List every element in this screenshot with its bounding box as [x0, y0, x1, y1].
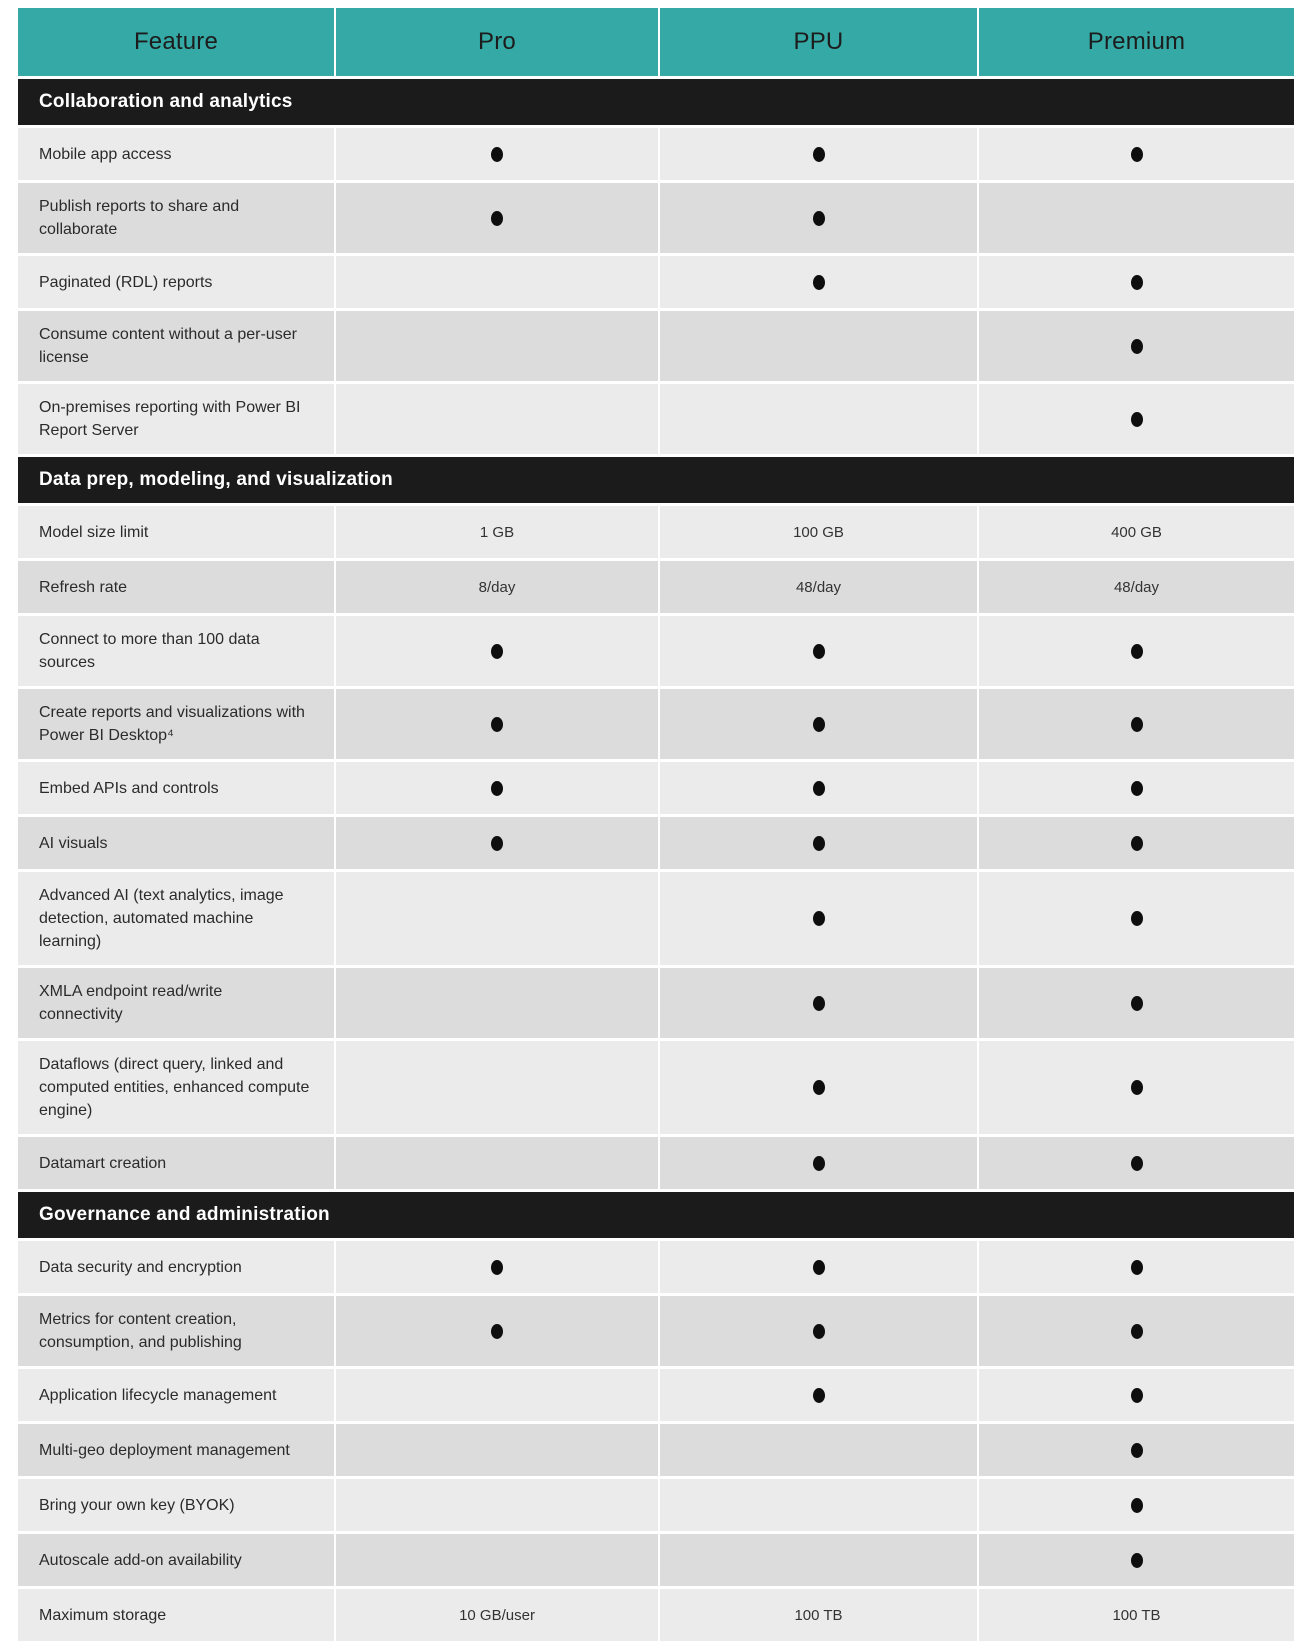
value-text: 10 GB/user — [336, 1589, 658, 1641]
value-cell-empty — [336, 1534, 658, 1586]
included-dot-icon — [1131, 996, 1143, 1011]
value-cell — [336, 1241, 658, 1293]
value-text: 400 GB — [979, 506, 1294, 558]
value-cell-empty — [336, 968, 658, 1038]
value-cell — [979, 384, 1294, 454]
included-dot-icon — [813, 717, 825, 732]
included-dot-icon — [491, 644, 503, 659]
table-row — [18, 1241, 1294, 1293]
included-dot-icon — [1131, 836, 1143, 851]
value-cell — [336, 817, 658, 869]
feature-label: Model size limit — [18, 506, 334, 558]
value-cell — [660, 256, 977, 308]
value-cell — [660, 968, 977, 1038]
included-dot-icon — [813, 147, 825, 162]
included-dot-icon — [813, 996, 825, 1011]
feature-label: On-premises reporting with Power BI Report Server — [18, 384, 334, 454]
included-dot-icon — [813, 1080, 825, 1095]
value-cell — [660, 762, 977, 814]
included-dot-icon — [491, 717, 503, 732]
value-cell-empty — [336, 256, 658, 308]
value-cell-empty — [660, 1424, 977, 1476]
table-row — [18, 762, 1294, 814]
value-cell — [979, 1534, 1294, 1586]
feature-comparison-table — [18, 8, 1294, 1641]
feature-label: Paginated (RDL) reports — [18, 256, 334, 308]
value-text: 8/day — [336, 561, 658, 613]
value-cell — [660, 183, 977, 253]
value-cell-empty — [336, 1424, 658, 1476]
table-row — [18, 616, 1294, 686]
included-dot-icon — [1131, 1443, 1143, 1458]
feature-label: Embed APIs and controls — [18, 762, 334, 814]
included-dot-icon — [1131, 275, 1143, 290]
feature-label: Bring your own key (BYOK) — [18, 1479, 334, 1531]
table-row — [18, 384, 1294, 454]
included-dot-icon — [1131, 1553, 1143, 1568]
value-cell — [979, 762, 1294, 814]
value-cell — [979, 256, 1294, 308]
table-row — [18, 1534, 1294, 1586]
included-dot-icon — [813, 644, 825, 659]
included-dot-icon — [813, 911, 825, 926]
section-header-2: Governance and administration — [18, 1192, 1294, 1238]
included-dot-icon — [491, 781, 503, 796]
table-row — [18, 311, 1294, 381]
table-row — [18, 1296, 1294, 1366]
value-cell-empty — [660, 311, 977, 381]
table-row — [18, 506, 1294, 558]
included-dot-icon — [1131, 1156, 1143, 1171]
table-row — [18, 1137, 1294, 1189]
value-cell-empty — [336, 1137, 658, 1189]
table-row — [18, 1041, 1294, 1134]
value-cell — [660, 1369, 977, 1421]
value-cell — [660, 1137, 977, 1189]
value-cell — [979, 1369, 1294, 1421]
included-dot-icon — [491, 211, 503, 226]
feature-label: Advanced AI (text analytics, image detection, automated machine learning) — [18, 872, 334, 965]
value-cell — [979, 689, 1294, 759]
value-text: 1 GB — [336, 506, 658, 558]
table-row — [18, 968, 1294, 1038]
value-cell — [979, 1137, 1294, 1189]
included-dot-icon — [1131, 1260, 1143, 1275]
feature-label: Data security and encryption — [18, 1241, 334, 1293]
included-dot-icon — [813, 1156, 825, 1171]
table-row — [18, 817, 1294, 869]
feature-label: Application lifecycle management — [18, 1369, 334, 1421]
value-cell — [336, 616, 658, 686]
table-row — [18, 689, 1294, 759]
table-row — [18, 256, 1294, 308]
included-dot-icon — [813, 275, 825, 290]
table-row — [18, 1479, 1294, 1531]
value-cell-empty — [336, 1041, 658, 1134]
feature-label: Consume content without a per-user license — [18, 311, 334, 381]
value-cell — [660, 616, 977, 686]
included-dot-icon — [491, 147, 503, 162]
included-dot-icon — [1131, 1324, 1143, 1339]
table-row — [18, 1589, 1294, 1641]
value-cell — [660, 1041, 977, 1134]
included-dot-icon — [1131, 1080, 1143, 1095]
value-text: 48/day — [979, 561, 1294, 613]
included-dot-icon — [491, 1324, 503, 1339]
value-text: 100 TB — [660, 1589, 977, 1641]
value-cell-empty — [336, 1369, 658, 1421]
column-header-ppu: PPU — [660, 8, 977, 76]
value-cell — [979, 1041, 1294, 1134]
table-header-row — [18, 8, 1294, 76]
feature-label: Publish reports to share and collaborate — [18, 183, 334, 253]
value-cell — [979, 616, 1294, 686]
feature-label: Datamart creation — [18, 1137, 334, 1189]
value-cell-empty — [336, 311, 658, 381]
included-dot-icon — [1131, 1388, 1143, 1403]
included-dot-icon — [813, 1324, 825, 1339]
included-dot-icon — [813, 1388, 825, 1403]
feature-label: Maximum storage — [18, 1589, 334, 1641]
included-dot-icon — [491, 836, 503, 851]
value-cell — [660, 128, 977, 180]
value-cell — [336, 1296, 658, 1366]
column-header-feature: Feature — [18, 8, 334, 76]
value-cell — [979, 1479, 1294, 1531]
feature-label: Dataflows (direct query, linked and computed entities, enhanced compute engine) — [18, 1041, 334, 1134]
value-cell — [660, 1296, 977, 1366]
included-dot-icon — [813, 211, 825, 226]
included-dot-icon — [1131, 412, 1143, 427]
value-cell — [979, 1424, 1294, 1476]
value-cell — [660, 817, 977, 869]
feature-label: XMLA endpoint read/write connectivity — [18, 968, 334, 1038]
included-dot-icon — [813, 1260, 825, 1275]
value-cell-empty — [336, 872, 658, 965]
value-text: 48/day — [660, 561, 977, 613]
table-row — [18, 872, 1294, 965]
included-dot-icon — [1131, 1498, 1143, 1513]
section-header-0: Collaboration and analytics — [18, 79, 1294, 125]
value-cell-empty — [660, 384, 977, 454]
column-header-premium: Premium — [979, 8, 1294, 76]
value-cell-empty — [979, 183, 1294, 253]
value-text: 100 GB — [660, 506, 977, 558]
value-cell — [336, 183, 658, 253]
column-header-pro: Pro — [336, 8, 658, 76]
feature-label: Metrics for content creation, consumption, and publishing — [18, 1296, 334, 1366]
value-cell — [979, 311, 1294, 381]
value-cell-empty — [660, 1534, 977, 1586]
section-header-1: Data prep, modeling, and visualization — [18, 457, 1294, 503]
feature-label: Connect to more than 100 data sources — [18, 616, 334, 686]
value-cell — [336, 128, 658, 180]
included-dot-icon — [1131, 781, 1143, 796]
feature-label: Multi-geo deployment management — [18, 1424, 334, 1476]
value-cell-empty — [336, 1479, 658, 1531]
table-row — [18, 561, 1294, 613]
table-body — [18, 79, 1294, 1641]
value-cell — [660, 689, 977, 759]
included-dot-icon — [1131, 911, 1143, 926]
value-cell — [660, 872, 977, 965]
value-cell — [979, 817, 1294, 869]
value-cell — [336, 689, 658, 759]
value-cell — [979, 128, 1294, 180]
included-dot-icon — [813, 836, 825, 851]
value-cell — [336, 762, 658, 814]
value-cell — [660, 1241, 977, 1293]
feature-label: Mobile app access — [18, 128, 334, 180]
value-cell — [979, 1241, 1294, 1293]
included-dot-icon — [1131, 147, 1143, 162]
value-cell-empty — [660, 1479, 977, 1531]
table-row — [18, 183, 1294, 253]
included-dot-icon — [1131, 644, 1143, 659]
table-row — [18, 1369, 1294, 1421]
value-cell-empty — [336, 384, 658, 454]
value-cell — [979, 968, 1294, 1038]
table-row — [18, 128, 1294, 180]
value-cell — [979, 1296, 1294, 1366]
included-dot-icon — [813, 781, 825, 796]
value-cell — [979, 872, 1294, 965]
table-row — [18, 1424, 1294, 1476]
feature-label: Refresh rate — [18, 561, 334, 613]
included-dot-icon — [1131, 339, 1143, 354]
feature-label: AI visuals — [18, 817, 334, 869]
included-dot-icon — [1131, 717, 1143, 732]
value-text: 100 TB — [979, 1589, 1294, 1641]
included-dot-icon — [491, 1260, 503, 1275]
feature-label: Autoscale add-on availability — [18, 1534, 334, 1586]
feature-label: Create reports and visualizations with Power BI Desktop⁴ — [18, 689, 334, 759]
